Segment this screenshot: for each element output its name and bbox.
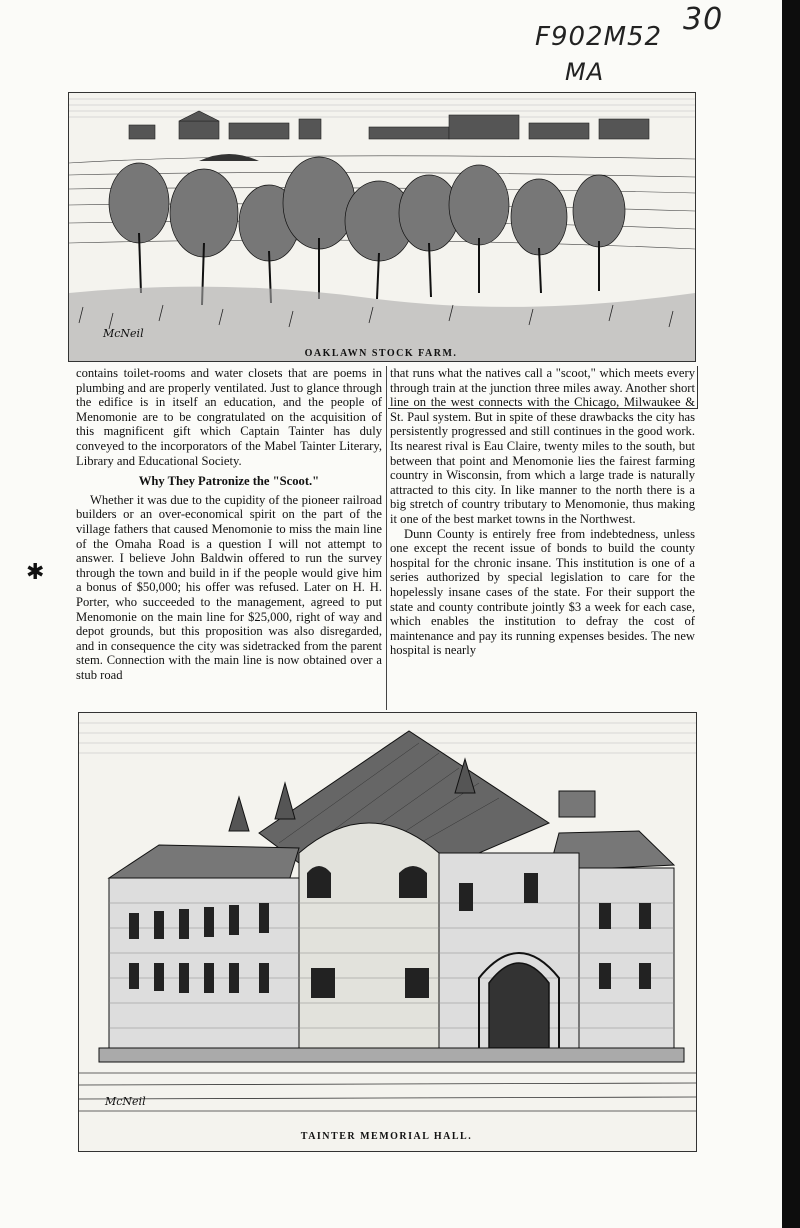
ink-blot-mark: ✱	[26, 560, 45, 585]
farm-signature: McNeil	[103, 327, 144, 340]
right-paragraph-1: that runs what the natives call a "scoot," which meets every through train at the junction three miles away. Another short line on the west connects with the Chicago, Milwaukee & St. Paul system. But in spite of these drawbacks the city has persistently progressed and still continues in the good work. Its nearest rival is Eau Claire, twenty miles to the south, but between that point and Menomonie lies the fairest farming country in Wisconsin, from which a large trade is naturally attracted to this city. In like manner to the north there is a big stretch of country tributary to Menomonie, thus making it one of the best market towns in the Northwest.	[390, 366, 695, 526]
column-rule	[386, 366, 387, 710]
article-left-column	[76, 366, 382, 712]
farm-illustration	[68, 92, 696, 362]
article-right-column	[390, 366, 695, 712]
hall-signature: McNeil	[105, 1095, 146, 1108]
handwritten-state: MA	[565, 58, 605, 86]
farm-caption: OAKLAWN STOCK FARM.	[304, 348, 458, 359]
page-edge-shadow	[782, 0, 800, 1228]
handwritten-catalog-code: F902M52	[535, 22, 663, 52]
notice-box-right	[697, 366, 698, 409]
right-paragraph-2: Dunn County is entirely free from indebtedness, unless one except the recent issue of bonds to build the county hospital for the chronic insane. This institution is one of a series authorized by special legislation to care for the hopelessly insane cases of the state. For their support the state and county contribute jointly $3 a week for each case, which enables the institution to defray the cost of maintenance and pay its running expenses besides. The new hospital is nearly	[390, 526, 695, 658]
hall-illustration	[78, 712, 697, 1152]
hall-engraving	[79, 713, 696, 1151]
article-subheading: Why They Patronize the "Scoot."	[138, 474, 320, 489]
handwritten-page-number: 30	[683, 2, 724, 37]
hall-caption: TAINTER MEMORIAL HALL.	[300, 1131, 473, 1142]
left-paragraph-2: Whether it was due to the cupidity of the pioneer railroad builders or an over-economical spirit on the part of the village fathers that caused Menomonie to miss the main line of the Omaha Road is a question I will not attempt to answer. I believe John Baldwin offered to run the survey through the town and build in if the people would give him a bonus of $50,000; his offer was refused. Later on H. H. Porter, who succeeded to the management, agreed to put Menomonie on the main line for $25,000, right of way and depot grounds, but this proposition was also disregarded, and in consequence the city was sidetracked from the parent stem. Connection with the main line is now obtained over a stub road	[76, 492, 382, 682]
left-paragraph-1: contains toilet-rooms and water closets that are poems in plumbing and are properly ventilated. Just to glance through the edifice is in itself an education, and the people of Menomonie are to be congratulated on the acquisition of this magnificent gift which Captain Tainter has duly conveyed to the incorporators of the Mabel Tainter Literary, Library and Educational Society.	[76, 366, 382, 468]
farm-engraving	[69, 93, 695, 361]
